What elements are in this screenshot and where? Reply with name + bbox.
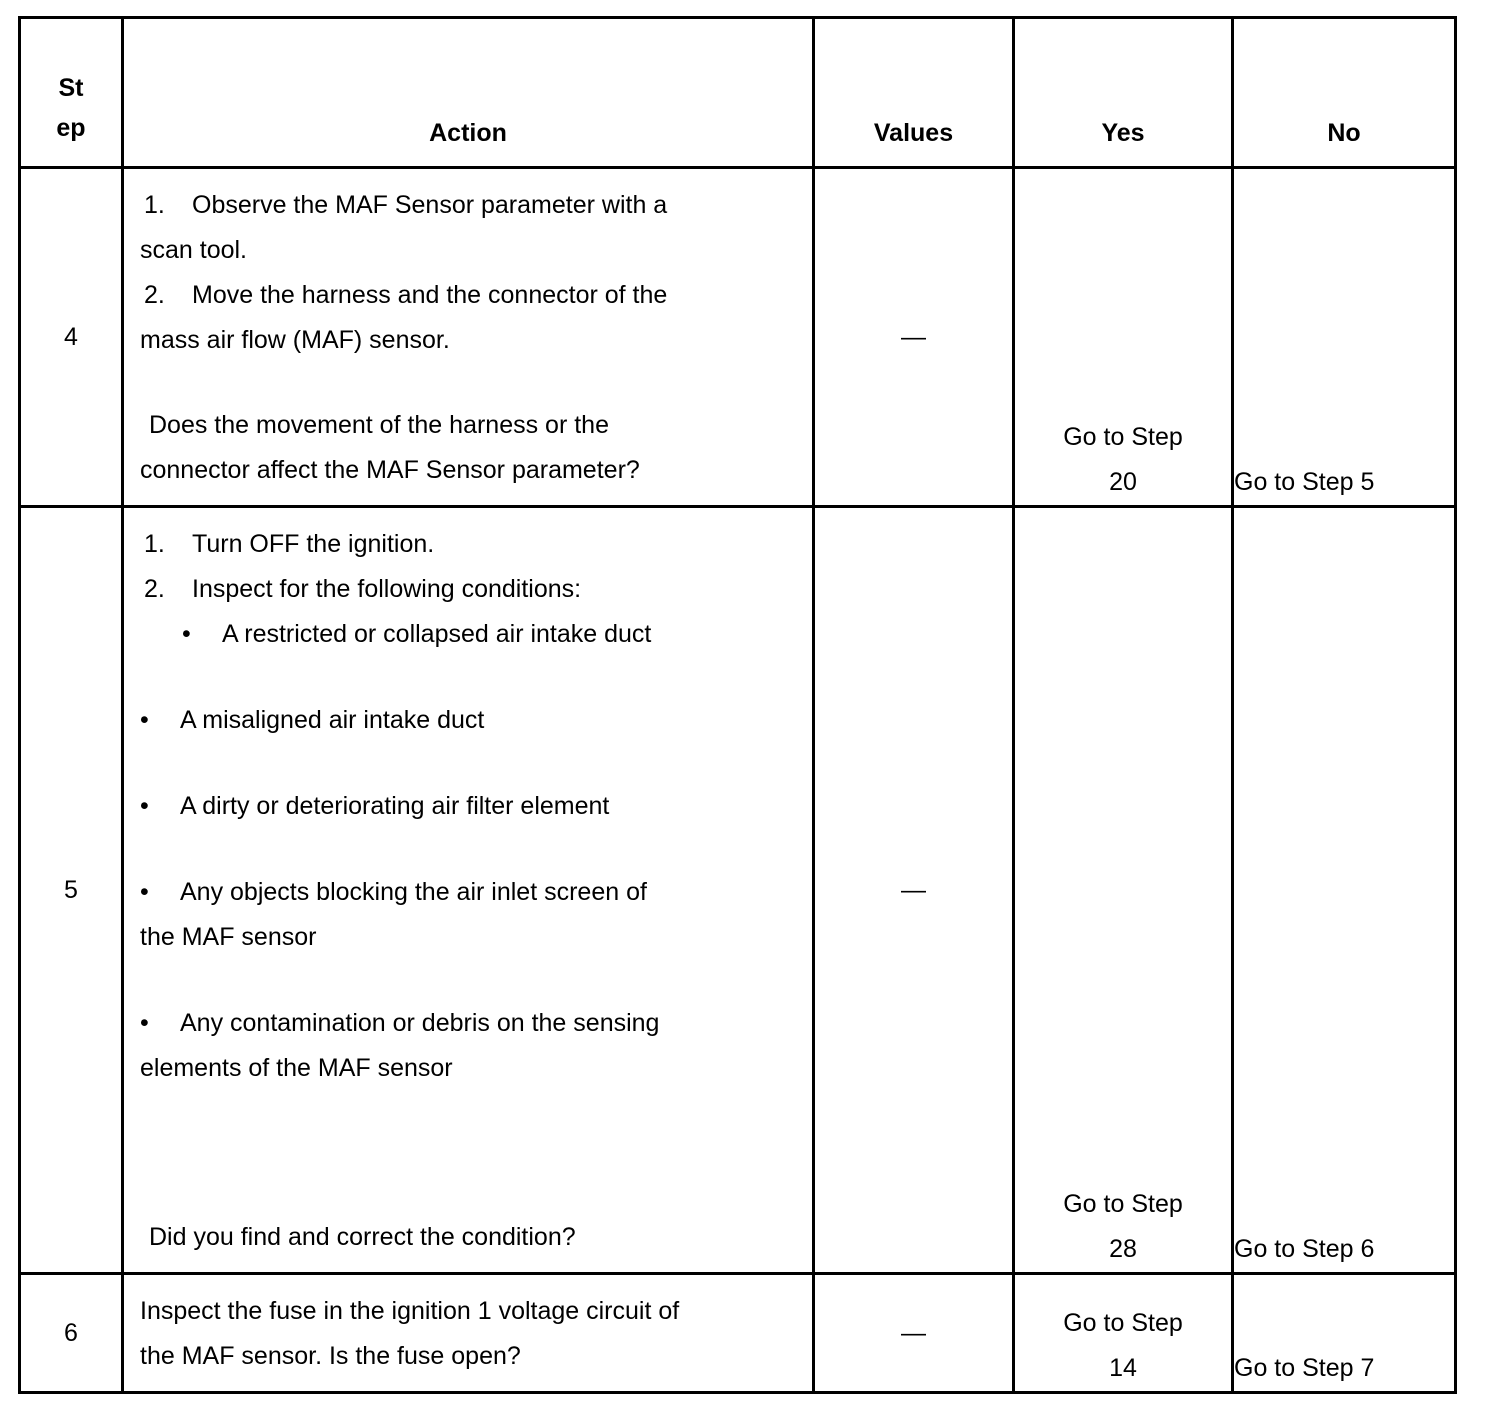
bullet: • xyxy=(140,706,149,734)
step-number: 4 xyxy=(20,168,123,507)
question-text: Does the movement of the harness or the xyxy=(149,411,609,439)
header-step-label: St ep xyxy=(56,74,86,142)
header-step xyxy=(20,18,123,168)
values-cell: — xyxy=(814,168,1014,507)
table-row xyxy=(20,1274,1456,1393)
no-cell: Go to Step 6 xyxy=(1233,507,1456,1274)
action-text: mass air flow (MAF) sensor. xyxy=(140,326,450,354)
table-row xyxy=(20,168,1456,507)
condition-text: A restricted or collapsed air intake duct xyxy=(222,620,652,648)
no-cell: Go to Step 7 xyxy=(1233,1274,1456,1393)
action-cell xyxy=(123,507,814,1274)
table-row xyxy=(20,507,1456,1274)
condition-text: A misaligned air intake duct xyxy=(180,706,485,734)
condition-text: Any objects blocking the air inlet screen of xyxy=(180,878,647,906)
condition-text: elements of the MAF sensor xyxy=(140,1054,453,1082)
action-text: the MAF sensor. Is the fuse open? xyxy=(140,1342,521,1370)
action-cell xyxy=(123,168,814,507)
header-no: No xyxy=(1233,18,1456,168)
bullet: • xyxy=(140,1009,149,1037)
yes-cell xyxy=(1014,507,1233,1274)
action-text: Observe the MAF Sensor parameter with a xyxy=(192,191,668,219)
diagnostic-table xyxy=(18,16,1457,1394)
action-text: Turn OFF the ignition. xyxy=(192,530,435,558)
bullet: • xyxy=(140,878,149,906)
question-text: Did you find and correct the condition? xyxy=(149,1223,576,1251)
values-cell: — xyxy=(814,507,1014,1274)
yes-step-number: 28 xyxy=(1109,1235,1137,1263)
header-action: Action xyxy=(123,18,814,168)
item-number: 1. xyxy=(144,530,165,558)
yes-step-number: 20 xyxy=(1109,468,1137,496)
header-row xyxy=(20,18,1456,168)
condition-text: the MAF sensor xyxy=(140,923,317,951)
header-yes: Yes xyxy=(1014,18,1233,168)
yes-cell xyxy=(1014,1274,1233,1393)
condition-text: A dirty or deteriorating air filter element xyxy=(180,792,610,820)
yes-cell xyxy=(1014,168,1233,507)
action-text: Move the harness and the connector of the xyxy=(192,281,668,309)
values-cell: — xyxy=(814,1274,1014,1393)
bullet: • xyxy=(140,792,149,820)
yes-text: Go to Step xyxy=(1063,1309,1183,1337)
step-number: 6 xyxy=(20,1274,123,1393)
item-number: 2. xyxy=(144,281,165,309)
bullet: • xyxy=(182,620,191,648)
yes-text: Go to Step xyxy=(1063,423,1183,451)
action-text: scan tool. xyxy=(140,236,248,264)
action-text: Inspect for the following conditions: xyxy=(192,575,582,603)
item-number: 2. xyxy=(144,575,165,603)
action-cell xyxy=(123,1274,814,1393)
action-text: Inspect the fuse in the ignition 1 voltage circuit of xyxy=(140,1297,680,1325)
condition-text: Any contamination or debris on the sensing xyxy=(180,1009,660,1037)
yes-text: Go to Step xyxy=(1063,1190,1183,1218)
header-values: Values xyxy=(814,18,1014,168)
question-text: connector affect the MAF Sensor parameter? xyxy=(140,456,640,484)
item-number: 1. xyxy=(144,191,165,219)
no-cell: Go to Step 5 xyxy=(1233,168,1456,507)
yes-step-number: 14 xyxy=(1109,1354,1137,1382)
step-number: 5 xyxy=(20,507,123,1274)
